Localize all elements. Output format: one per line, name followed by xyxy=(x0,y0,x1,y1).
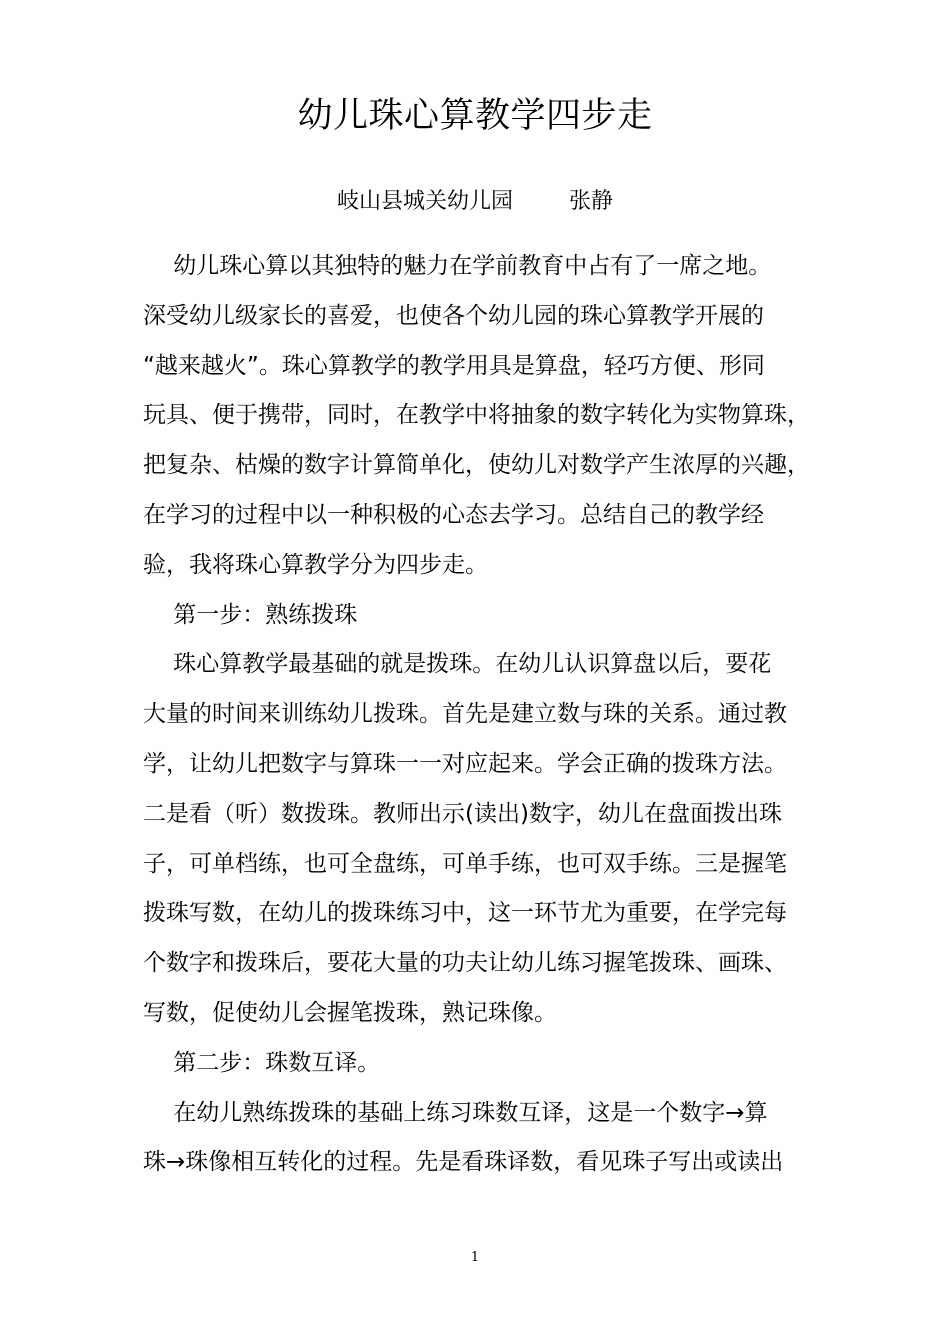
text-line: 珠→珠像相互转化的过程。先是看珠译数，看见珠子写出或读出 xyxy=(143,1149,784,1176)
text-line: 在幼儿熟练拨珠的基础上练习珠数互译，这是一个数字→算 xyxy=(143,1099,768,1126)
text-line: 玩具、便于携带，同时，在教学中将抽象的数字转化为实物算珠， xyxy=(143,402,810,429)
text-line: 子，可单档练，也可全盘练，可单手练，也可双手练。三是握笔 xyxy=(143,850,787,877)
text-line: 在学习的过程中以一种积极的心态去学习。总结自己的教学经 xyxy=(143,501,764,528)
text-line: 把复杂、枯燥的数字计算简单化，使幼儿对数学产生浓厚的兴趣， xyxy=(143,452,810,479)
text-line: 验，我将珠心算教学分为四步走。 xyxy=(143,551,488,578)
author-name: 张静 xyxy=(569,189,614,214)
page-number: 1 xyxy=(470,1250,480,1265)
text-line: 写数，促使幼儿会握笔拨珠，熟记珠像。 xyxy=(143,999,557,1026)
text-line: “越来越火”。珠心算教学的教学用具是算盘，轻巧方便、形同 xyxy=(143,352,765,379)
byline xyxy=(0,186,950,218)
text-line: 二是看（听）数拨珠。教师出示(读出)数字，幼儿在盘面拨出珠 xyxy=(143,800,782,827)
section-heading: 第二步：珠数互译。 xyxy=(143,1049,381,1076)
text-line: 幼儿珠心算以其独特的魅力在学前教育中占有了一席之地。 xyxy=(143,253,772,279)
text-line: 学，让幼儿把数字与算珠一一对应起来。学会正确的拨珠方法。 xyxy=(143,750,787,777)
text-line: 珠心算教学最基础的就是拨珠。在幼儿认识算盘以后，要花 xyxy=(143,651,772,678)
text-line: 大量的时间来训练幼儿拨珠。首先是建立数与珠的关系。通过教 xyxy=(143,701,787,728)
author-affiliation: 岐山县城关幼儿园 xyxy=(336,189,513,214)
text-line: 拨珠写数，在幼儿的拨珠练习中，这一环节尤为重要，在学完每 xyxy=(143,900,787,927)
body-text xyxy=(143,246,823,1192)
page-title: 幼儿珠心算教学四步走 xyxy=(297,96,653,136)
text-line: 个数字和拨珠后，要花大量的功夫让幼儿练习握笔拨珠、画珠、 xyxy=(143,950,787,977)
section-heading: 第一步：熟练拨珠 xyxy=(143,601,358,628)
text-line: 深受幼儿级家长的喜爱，也使各个幼儿园的珠心算教学开展的 xyxy=(143,302,764,329)
